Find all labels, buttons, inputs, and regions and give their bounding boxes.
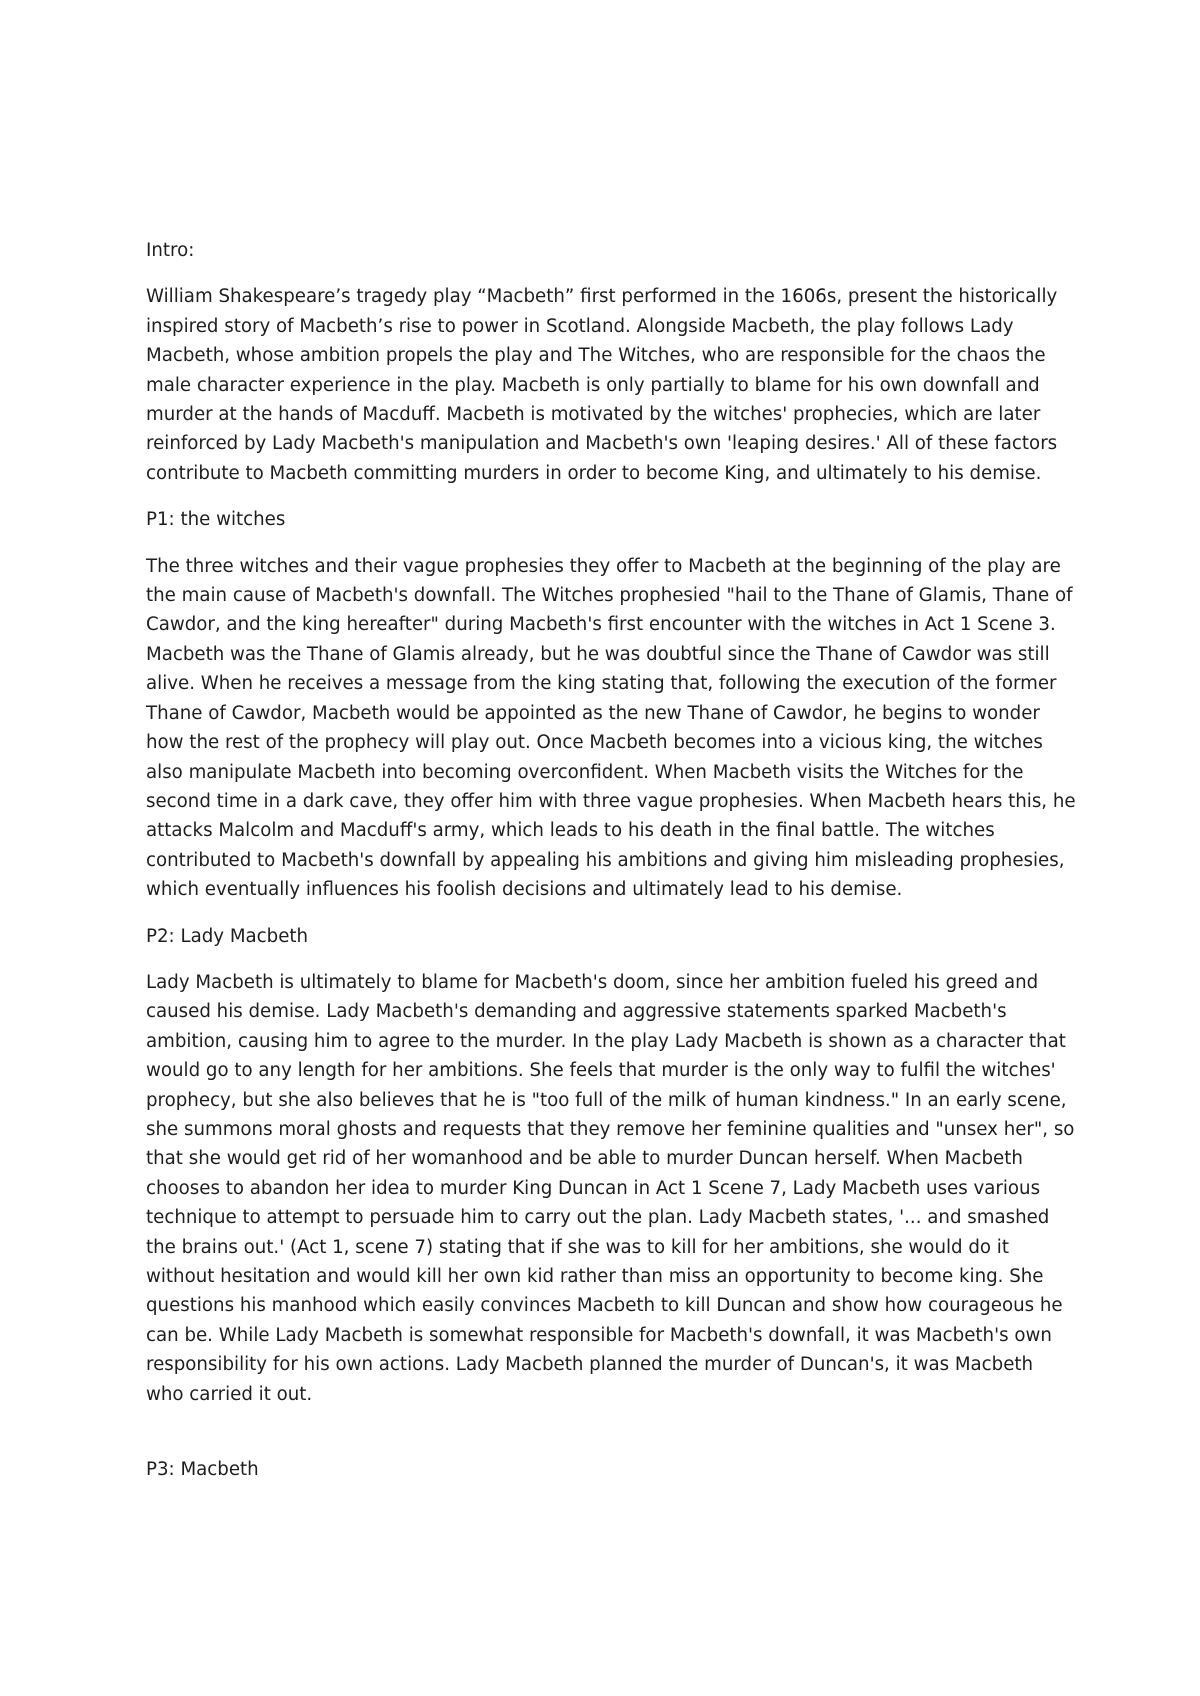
p3-heading: P3: Macbeth xyxy=(146,1459,259,1481)
p2-paragraph: Lady Macbeth is ultimately to blame for Macbeth's doom, since her ambition fueled his greed and caused his demise. Lady Macbeth's demanding and aggressive statements sparked Macbeth's ambition, causing him to agree to the murder. In the play Lady Macbeth is shown as a character that would go to any length for her ambitions. She feels that murder is the only way to fulfil the witches' prophecy, but she also believes that he is "too full of the milk of human kindness." In an early scene, she summons moral ghosts and requests that they remove her feminine qualities and "unsex her", so that she would get rid of her womanhood and be able to murder Duncan herself. When Macbeth chooses to abandon her idea to murder King Duncan in Act 1 Scene 7, Lady Macbeth uses various technique to attempt to persuade him to carry out the plan. Lady Macbeth states, '... and smashed the brains out.' (Act 1, scene 7) stating that if she was to kill for her ambitions, she would do it without hesitation and would kill her own kid rather than miss an opportunity to become king. She questions his manhood which easily convinces Macbeth to kill Duncan and show how courageous he can be. While Lady Macbeth is somewhat responsible for Macbeth's downfall, it was Macbeth's own responsibility for his own actions. Lady Macbeth planned the murder of Duncan's, it was Macbeth who carried it out. xyxy=(146,971,1075,1405)
p1-paragraph: The three witches and their vague prophesies they offer to Macbeth at the beginning of the play are the main cause of Macbeth's downfall. The Witches prophesied "hail to the Thane of Glamis, Thane of Cawdor, and the king hereafter" during Macbeth's first encounter with the witches in Act 1 Scene 3. Macbeth was the Thane of Glamis already, but he was doubtful since the Thane of Cawdor was still alive. When he receives a message from the king stating that, following the execution of the former Thane of Cawdor, Macbeth would be appointed as the new Thane of Cawdor, he begins to wonder how the rest of the prophecy will play out. Once Macbeth becomes into a vicious king, the witches also manipulate Macbeth into becoming overconfident. When Macbeth visits the Witches for the second time in a dark cave, they offer him with three vague prophesies. When Macbeth hears this, he attacks Malcolm and Macduff's army, which leads to his death in the final battle. The witches contributed to Macbeth's downfall by appealing his ambitions and giving him misleading prophesies, which eventually influences his foolish decisions and ultimately lead to his demise. xyxy=(146,555,1076,901)
intro-heading: Intro: xyxy=(146,240,195,261)
document-body xyxy=(146,236,1076,1501)
p1-heading: P1: the witches xyxy=(146,509,286,531)
intro-paragraph: William Shakespeare’s tragedy play “Macbeth” first performed in the 1606s, present the historically inspired story of Macbeth’s rise to power in Scotland. Alongside Macbeth, the play follows Lady Macbeth, whose ambition propels the play and The Witches, who are responsible for the chaos the male character experience in the play. Macbeth is only partially to blame for his own downfall and murder at the hands of Macduff. Macbeth is motivated by the witches' prophecies, which are later reinforced by Lady Macbeth's manipulation and Macbeth's own 'leaping desires.' All of these factors contribute to Macbeth committing murders in order to become King, and ultimately to his demise. xyxy=(146,286,1058,484)
p2-heading: P2: Lady Macbeth xyxy=(146,925,309,947)
